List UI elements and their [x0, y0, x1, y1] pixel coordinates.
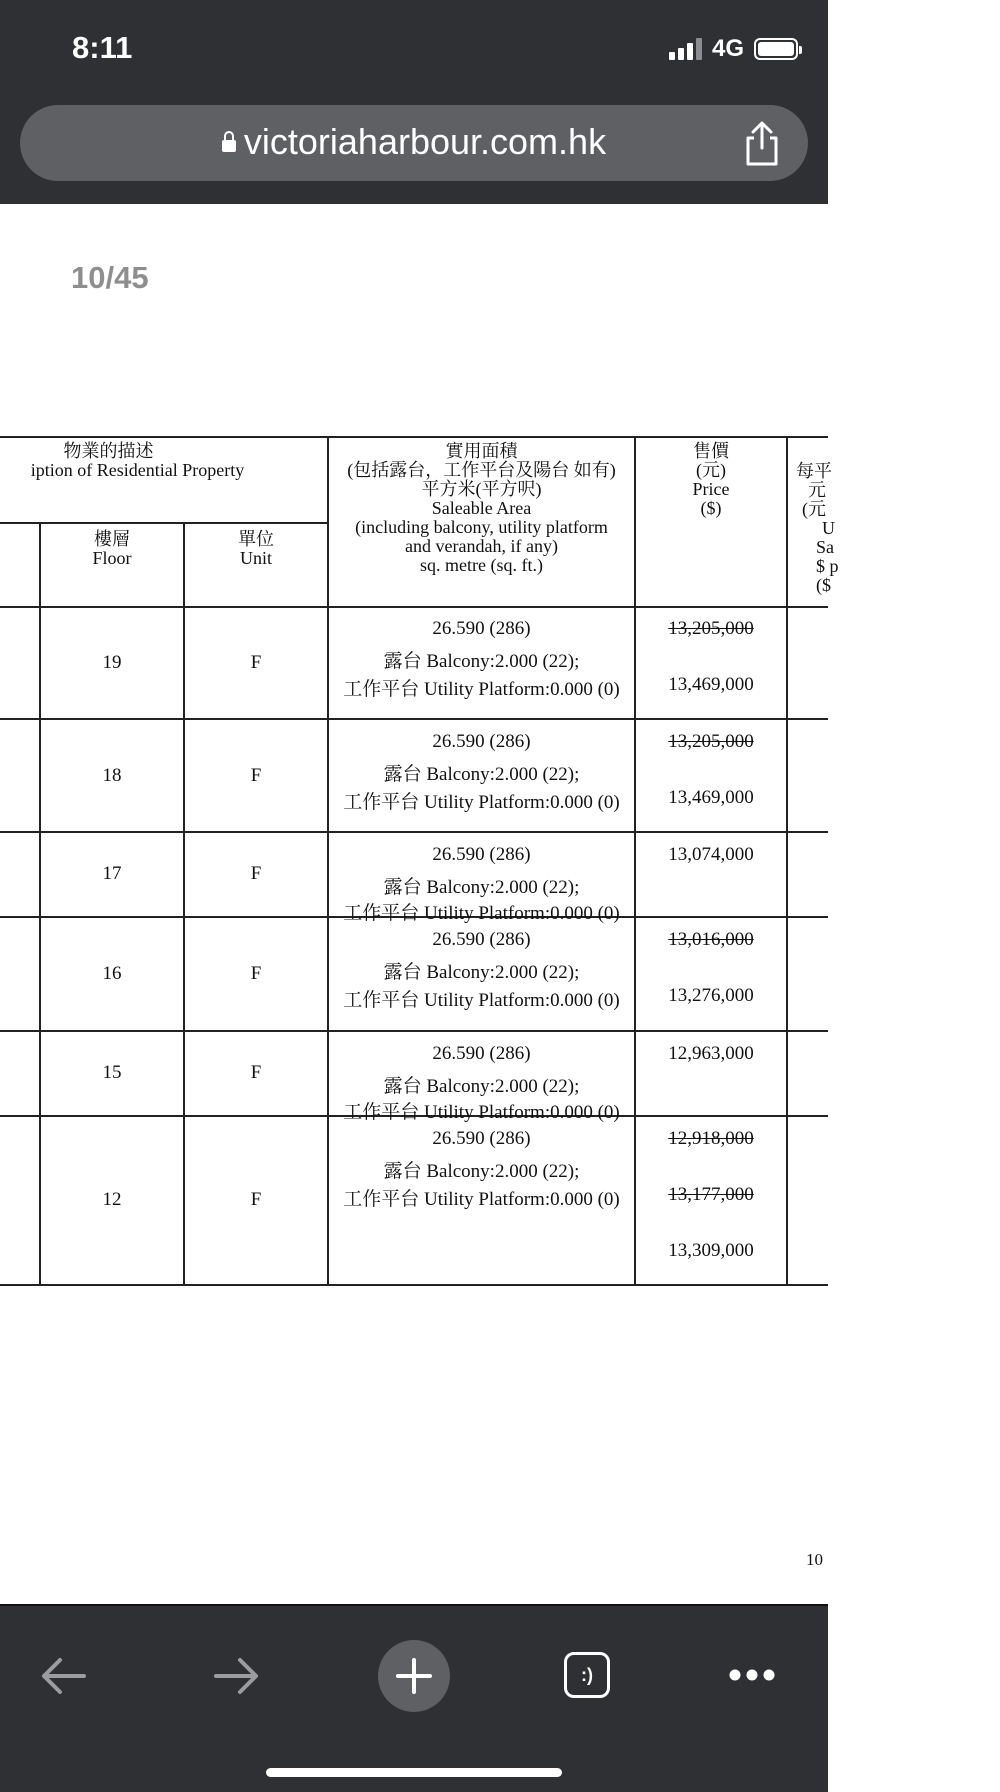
utility-cell: 工作平台 Utility Platform:0.000 (0): [343, 1102, 620, 1123]
floor-cell: 19: [102, 652, 122, 673]
unit-cell: F: [250, 765, 262, 786]
balcony-cell: 露台 Balcony:2.000 (22);: [383, 651, 580, 672]
page-number: 10: [806, 1550, 823, 1569]
status-time: 8:11: [72, 30, 133, 65]
price-current: 13,276,000: [668, 985, 754, 1006]
area-cell: 26.590 (286): [432, 929, 531, 950]
utility-cell: 工作平台 Utility Platform:0.000 (0): [343, 679, 620, 700]
area-cell: 26.590 (286): [432, 1128, 531, 1149]
new-tab-button[interactable]: [378, 1640, 450, 1712]
browser-bottom-toolbar: [0, 1606, 828, 1792]
header-description: [0, 442, 327, 480]
price-current: 12,963,000: [668, 1043, 754, 1064]
header-description-en: iption of Residential Property: [30, 460, 245, 480]
header-unit-rate-l5: Sa: [816, 537, 834, 557]
forward-arrow-icon: [212, 1656, 262, 1696]
balcony-cell: 露台 Balcony:2.000 (22);: [383, 877, 580, 898]
utility-cell: 工作平台 Utility Platform:0.000 (0): [343, 1189, 620, 1210]
header-saleable-area: [329, 442, 634, 575]
url-display[interactable]: [20, 121, 808, 163]
header-unit-rate-l6: $ p: [816, 556, 839, 576]
price-previous: 13,205,000: [668, 731, 754, 752]
utility-cell: 工作平台 Utility Platform:0.000 (0): [343, 903, 620, 924]
page-indicator: 10/45: [71, 260, 149, 295]
more-icon: [727, 1668, 777, 1682]
price-previous: 12,918,000: [668, 1128, 754, 1149]
header-unit-rate-l2: 元: [808, 480, 826, 500]
price-current: 13,469,000: [668, 787, 754, 808]
unit-cell: F: [250, 963, 262, 984]
price-previous: 13,205,000: [668, 618, 754, 639]
forward-button[interactable]: [204, 1646, 270, 1706]
address-bar[interactable]: [20, 105, 808, 181]
unit-cell: F: [250, 863, 262, 884]
balcony-cell: 露台 Balcony:2.000 (22);: [383, 764, 580, 785]
lock-icon: [222, 140, 236, 152]
floor-cell: 18: [102, 765, 122, 786]
back-button[interactable]: [30, 1646, 96, 1706]
price-current: 13,074,000: [668, 844, 754, 865]
header-price-en2: ($): [700, 498, 722, 518]
network-type: 4G: [711, 35, 744, 62]
home-indicator[interactable]: [266, 1768, 562, 1777]
floor-cell: 17: [102, 863, 122, 884]
header-unit-en: Unit: [239, 548, 272, 568]
header-area-zh3: 平方米(平方呎): [421, 479, 542, 499]
document-viewer[interactable]: [0, 204, 839, 1604]
header-floor: [41, 530, 183, 568]
utility-cell: 工作平台 Utility Platform:0.000 (0): [343, 792, 620, 813]
balcony-cell: 露台 Balcony:2.000 (22);: [383, 1076, 580, 1097]
balcony-cell: 露台 Balcony:2.000 (22);: [383, 962, 580, 983]
header-area-en1: Saleable Area: [431, 498, 532, 518]
header-unit-rate-l4: U: [822, 518, 835, 538]
header-area-en4: sq. metre (sq. ft.): [420, 555, 543, 575]
more-button[interactable]: [722, 1650, 782, 1700]
header-unit-zh: 單位: [238, 529, 274, 549]
floor-cell: 12: [102, 1189, 122, 1210]
price-current: 13,309,000: [668, 1240, 754, 1261]
area-cell: 26.590 (286): [432, 618, 531, 639]
header-area-en2: (including balcony, utility platform: [355, 517, 608, 537]
floor-cell: 15: [102, 1062, 122, 1083]
share-button[interactable]: [740, 120, 784, 168]
area-cell: 26.590 (286): [432, 731, 531, 752]
price-previous: 13,016,000: [668, 929, 754, 950]
price-current: 13,469,000: [668, 674, 754, 695]
header-floor-zh: 樓層: [94, 529, 130, 549]
price-table: [0, 436, 1000, 1286]
browser-top-chrome: [0, 0, 828, 204]
status-indicators: [669, 34, 798, 64]
price-previous: 13,177,000: [668, 1184, 754, 1205]
tabs-icon: :): [581, 1664, 593, 1685]
plus-icon: [394, 1656, 434, 1696]
header-floor-en: Floor: [92, 548, 132, 568]
header-price-zh1: 售價: [693, 441, 729, 461]
header-unit-rate: [788, 462, 856, 595]
share-icon: [740, 120, 784, 168]
header-price: [636, 442, 786, 518]
battery-icon: [754, 38, 798, 60]
unit-cell: F: [250, 652, 262, 673]
header-price-zh2: (元): [696, 460, 726, 480]
back-arrow-icon: [38, 1656, 88, 1696]
header-price-en1: Price: [692, 479, 730, 499]
header-unit: [185, 530, 327, 568]
header-unit-rate-l3: (元: [802, 499, 826, 519]
header-unit-rate-l1: 每平: [796, 461, 832, 481]
url-text: victoriaharbour.com.hk: [243, 121, 607, 162]
area-cell: 26.590 (286): [432, 844, 531, 865]
floor-cell: 16: [102, 963, 122, 984]
balcony-cell: 露台 Balcony:2.000 (22);: [383, 1161, 580, 1182]
signal-strength-icon: [669, 38, 702, 60]
tabs-button[interactable]: [564, 1652, 610, 1698]
header-unit-rate-l7: ($: [816, 575, 831, 595]
unit-cell: F: [250, 1189, 262, 1210]
header-area-zh2: (包括露台，工作平台及陽台 如有): [347, 460, 616, 480]
utility-cell: 工作平台 Utility Platform:0.000 (0): [343, 990, 620, 1011]
header-area-en3: and verandah, if any): [405, 536, 558, 556]
unit-cell: F: [250, 1062, 262, 1083]
area-cell: 26.590 (286): [432, 1043, 531, 1064]
header-area-zh1: 實用面積: [445, 441, 518, 461]
header-description-zh: 物業的描述: [63, 441, 154, 461]
